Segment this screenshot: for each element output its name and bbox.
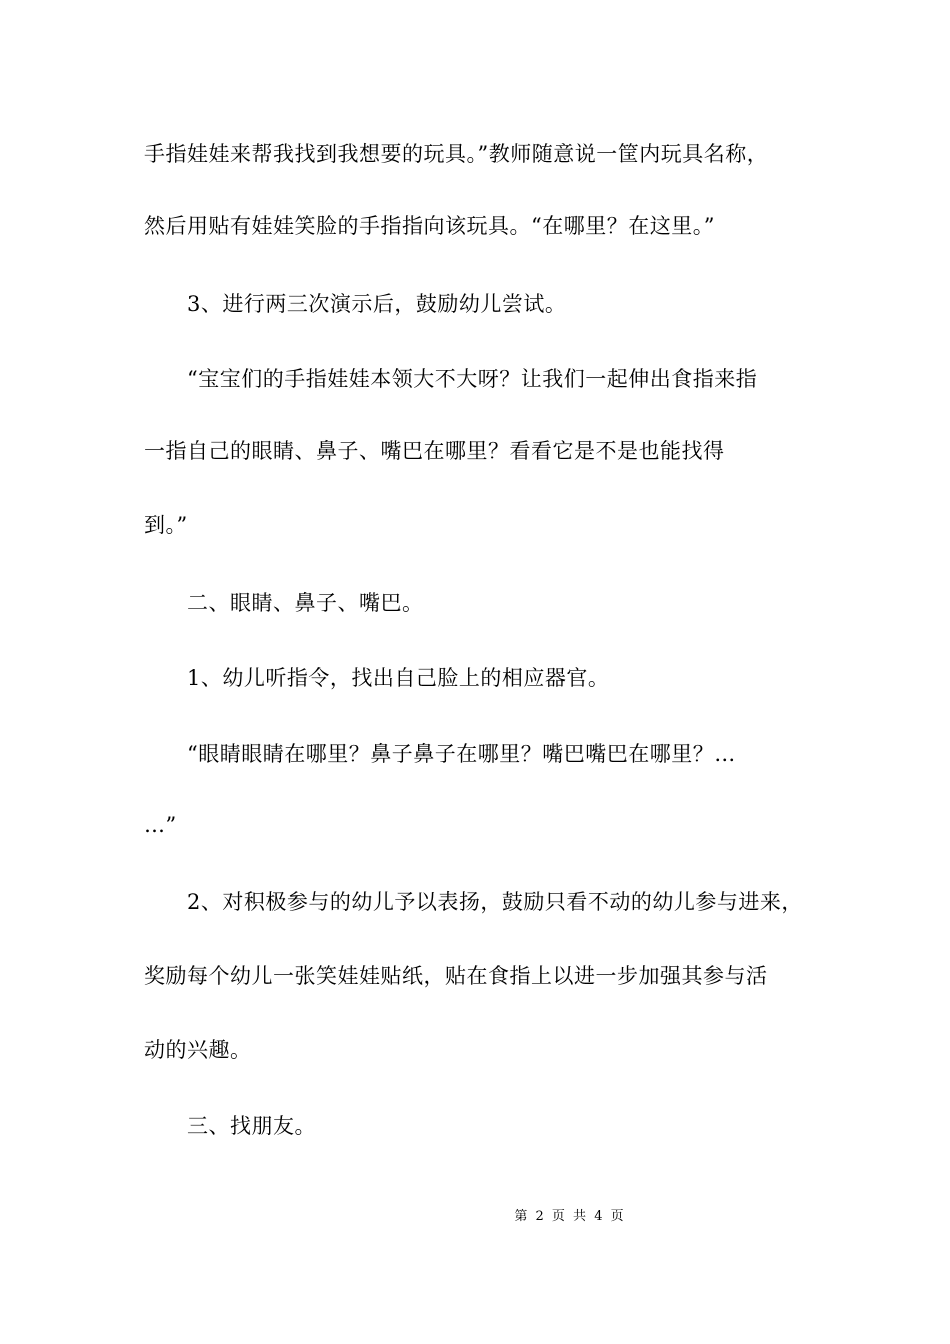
paragraph-line: 动的兴趣。 (144, 1038, 252, 1062)
page-number-footer: 第 2 页 共 4 页 (514, 1209, 626, 1224)
paragraph-line: …” (144, 813, 177, 837)
section-step-line: 1、幼儿听指令，找出自己脸上的相应器官。 (144, 666, 610, 690)
section-step-line: 2、对积极参与的幼儿予以表扬，鼓励只看不动的幼儿参与进来， (144, 890, 803, 914)
paragraph-line: 到。” (144, 513, 188, 537)
section-heading: 三、找朋友。 (144, 1114, 316, 1138)
section-step-line: 3、进行两三次演示后，鼓励幼儿尝试。 (144, 292, 567, 316)
paragraph-line: 手指娃娃来帮我找到我想要的玩具。”教师随意说一筐内玩具名称， (144, 142, 769, 166)
paragraph-line: 然后用贴有娃娃笑脸的手指指向该玩具。“在哪里？在这里。” (144, 214, 715, 238)
paragraph-line: 一指自己的眼睛、鼻子、嘴巴在哪里？看看它是不是也能找得 (144, 439, 725, 463)
paragraph-line: “宝宝们的手指娃娃本领大不大呀？让我们一起伸出食指来指 (144, 367, 758, 391)
section-heading: 二、眼睛、鼻子、嘴巴。 (144, 591, 424, 615)
paragraph-line: 奖励每个幼儿一张笑娃娃贴纸，贴在食指上以进一步加强其参与活 (144, 964, 768, 988)
paragraph-line: “眼睛眼睛在哪里？鼻子鼻子在哪里？嘴巴嘴巴在哪里？… (144, 742, 736, 766)
